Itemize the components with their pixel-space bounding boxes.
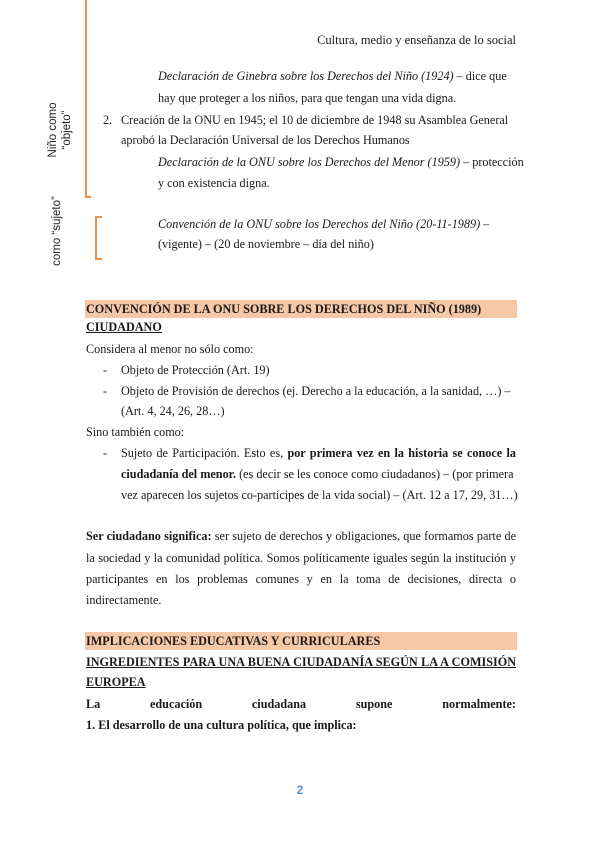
- ginebra-rest: – dice que: [453, 69, 507, 83]
- ser-line2: la sociedad y la comunidad política. Somos políticamente iguales según la institución y: [86, 551, 516, 565]
- conv-line: [158, 217, 489, 232]
- bullet-2-line2: (Art. 4, 24, 26, 28…): [121, 404, 225, 418]
- ser-line4: indirectamente.: [86, 593, 162, 607]
- ser-line1: [86, 529, 516, 544]
- document-header: Cultura, medio y enseñanza de lo social: [317, 33, 516, 47]
- ser-bold: Ser ciudadano significa:: [86, 529, 212, 543]
- bullet-3-text-b: (es decir se les conoce como ciudadanos) – (por primera: [236, 467, 514, 481]
- conv-line2: (vigente) – (20 de noviembre – día del niño): [158, 237, 374, 251]
- bracket-sujeto: [95, 216, 102, 260]
- item2-number: 2.: [103, 113, 113, 127]
- bullet-1-text: Objeto de Protección (Art. 19): [121, 363, 270, 377]
- conv-title: Convención de la ONU sobre los Derechos del Niño (20-11-1989): [158, 217, 481, 231]
- point-1: 1. El desarrollo de una cultura política, que implica:: [86, 718, 357, 732]
- ser-text1: ser sujeto de derechos y obligaciones, que formamos parte de: [211, 529, 516, 543]
- bracket-objeto: [85, 0, 91, 198]
- section2-heading: IMPLICACIONES EDUCATIVAS Y CURRICULARES: [86, 634, 381, 648]
- bullet-3-bold2: ciudadanía del menor.: [121, 467, 237, 481]
- onu-rest: – protección: [460, 155, 524, 169]
- bullet-3-text-a: Sujeto de Participación. Esto es,: [121, 446, 288, 460]
- section2-sub-line2: EUROPEA: [86, 675, 146, 689]
- bullet-3-bold1: por primera vez en la historia se conoce la: [287, 446, 516, 460]
- bullet-2-marker: -: [103, 384, 108, 398]
- section2-heading-band: [85, 632, 517, 650]
- ser-line3: participantes en los problemas comunes y en la toma de decisiones, directa o: [86, 572, 516, 586]
- onu-line: [158, 155, 524, 170]
- section2-sub-line1: INGREDIENTES PARA UNA BUENA CIUDADANÍA SEGÚN LA A COMISIÓN: [86, 655, 516, 669]
- side-label-objeto-line1: Niño como: [47, 102, 59, 158]
- section1-heading: CONVENCIÓN DE LA ONU SOBRE LOS DERECHOS DEL NIÑO (1989): [86, 302, 482, 316]
- ginebra-line: [158, 69, 516, 84]
- bullet-1-marker: -: [103, 363, 108, 377]
- sino-text: Sino también como:: [86, 425, 185, 439]
- page-number: 2: [296, 783, 304, 797]
- edu-line: La educación ciudadana supone normalmente:: [86, 697, 516, 711]
- conv-rest: –: [480, 217, 490, 231]
- ginebra-line2: hay que proteger a los niños, para que tengan una vida digna.: [158, 91, 457, 105]
- section1-subheading: CIUDADANO: [86, 320, 162, 334]
- side-label-sujeto: como “sujeto”: [51, 196, 63, 266]
- bullet-3-line3: vez aparecen los sujetos co-partícipes de la vida social) – (Art. 12 a 17, 29, 31…): [121, 488, 518, 502]
- bullet-3-marker: -: [103, 446, 108, 460]
- side-label-objeto: [46, 100, 74, 160]
- section1-heading-band: [85, 300, 517, 318]
- side-label-objeto-line2: “objeto”: [61, 110, 73, 150]
- bullet-2-line1: Objeto de Provisión de derechos (ej. Derecho a la educación, a la sanidad, …) –: [121, 384, 511, 398]
- bullet-3-line1: [121, 446, 516, 461]
- onu-line2: y con existencia digna.: [158, 176, 270, 190]
- considera-text: Considera al menor no sólo como:: [86, 342, 254, 356]
- bullet-3-line2: [121, 467, 514, 482]
- item2-line1: Creación de la ONU en 1945; el 10 de diciembre de 1948 su Asamblea General: [121, 113, 509, 127]
- onu-title: Declaración de la ONU sobre los Derechos del Menor (1959): [158, 155, 461, 169]
- item2-line2: aprobó la Declaración Universal de los Derechos Humanos: [121, 133, 410, 147]
- ginebra-title: Declaración de Ginebra sobre los Derechos del Niño (1924): [158, 69, 454, 83]
